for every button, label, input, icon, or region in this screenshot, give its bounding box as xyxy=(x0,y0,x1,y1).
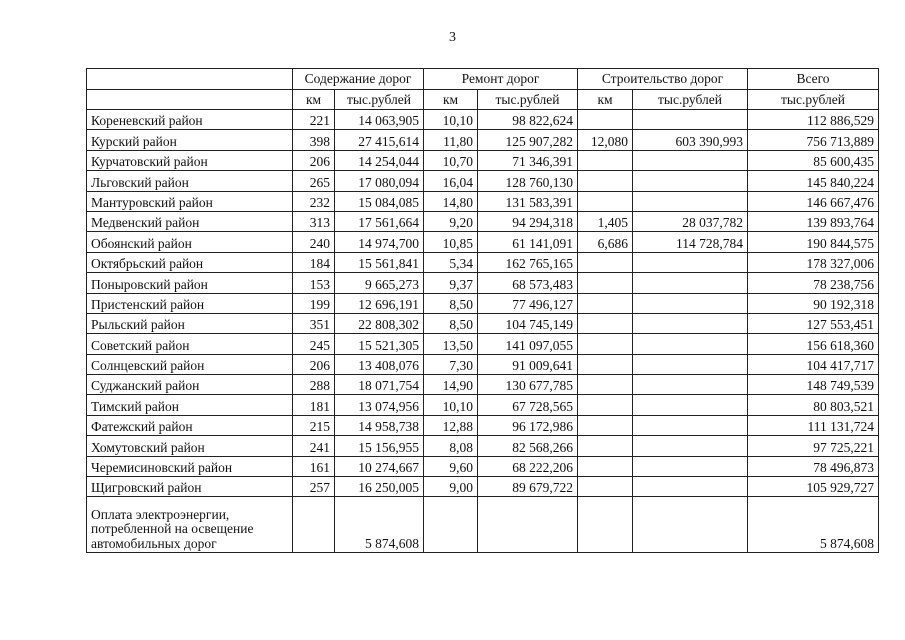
repair-rub-cell: 91 009,641 xyxy=(478,354,578,374)
constr-rub-cell xyxy=(633,313,748,333)
repair-km-cell: 11,80 xyxy=(424,130,478,150)
maint-rub-cell: 14 958,738 xyxy=(335,415,424,435)
constr-rub-cell xyxy=(633,334,748,354)
district-name-cell: Курский район xyxy=(87,130,293,150)
subheader-repair-km: км xyxy=(424,90,478,110)
repair-km-cell: 14,80 xyxy=(424,191,478,211)
maint-km-cell: 181 xyxy=(293,395,335,415)
total-cell: 78 496,873 xyxy=(748,456,879,476)
repair-km-cell: 16,04 xyxy=(424,171,478,191)
electricity-label-cell xyxy=(87,497,293,553)
constr-km-cell xyxy=(578,273,633,293)
total-cell: 127 553,451 xyxy=(748,313,879,333)
repair-rub-cell: 94 294,318 xyxy=(478,211,578,231)
maint-km-cell: 206 xyxy=(293,354,335,374)
repair-km-cell: 5,34 xyxy=(424,252,478,272)
table-row xyxy=(87,334,879,354)
maint-rub-cell: 18 071,754 xyxy=(335,375,424,395)
table-row xyxy=(87,252,879,272)
repair-rub-cell: 96 172,986 xyxy=(478,415,578,435)
repair-rub-cell: 68 573,483 xyxy=(478,273,578,293)
constr-km-cell xyxy=(578,456,633,476)
constr-rub-cell xyxy=(633,456,748,476)
maint-rub-cell: 17 080,094 xyxy=(335,171,424,191)
district-name-cell: Октябрьский район xyxy=(87,252,293,272)
repair-rub-cell: 71 346,391 xyxy=(478,150,578,170)
maint-rub-cell: 14 254,044 xyxy=(335,150,424,170)
repair-km-cell: 9,20 xyxy=(424,211,478,231)
total-cell: 148 749,539 xyxy=(748,375,879,395)
maint-km-cell: 265 xyxy=(293,171,335,191)
maint-km-cell: 398 xyxy=(293,130,335,150)
district-name-cell: Суджанский район xyxy=(87,375,293,395)
district-name-cell: Курчатовский район xyxy=(87,150,293,170)
total-cell: 178 327,006 xyxy=(748,252,879,272)
district-name-cell: Пристенский район xyxy=(87,293,293,313)
maint-km-cell: 257 xyxy=(293,477,335,497)
maint-rub-cell: 14 063,905 xyxy=(335,110,424,130)
repair-rub-cell: 141 097,055 xyxy=(478,334,578,354)
table-row xyxy=(87,171,879,191)
maint-km-cell: 351 xyxy=(293,313,335,333)
subheader-blank-cell xyxy=(87,90,293,110)
constr-rub-cell xyxy=(633,354,748,374)
repair-km-cell: 9,37 xyxy=(424,273,478,293)
constr-km-cell xyxy=(578,334,633,354)
constr-rub-cell xyxy=(633,375,748,395)
constr-rub-cell xyxy=(633,150,748,170)
constr-rub-cell xyxy=(633,477,748,497)
district-name-cell: Кореневский район xyxy=(87,110,293,130)
repair-rub-cell: 130 677,785 xyxy=(478,375,578,395)
district-name-cell: Мантуровский район xyxy=(87,191,293,211)
repair-rub-cell: 104 745,149 xyxy=(478,313,578,333)
electricity-row xyxy=(87,497,879,553)
repair-rub-cell: 125 907,282 xyxy=(478,130,578,150)
repair-km-cell: 9,00 xyxy=(424,477,478,497)
table-row xyxy=(87,273,879,293)
maint-rub-cell: 15 561,841 xyxy=(335,252,424,272)
district-name-cell: Обоянский район xyxy=(87,232,293,252)
header-row xyxy=(87,69,879,90)
repair-km-cell: 13,50 xyxy=(424,334,478,354)
constr-rub-cell: 28 037,782 xyxy=(633,211,748,231)
maint-rub-cell: 13 408,076 xyxy=(335,354,424,374)
maint-km-cell: 161 xyxy=(293,456,335,476)
constr-km-cell: 6,686 xyxy=(578,232,633,252)
total-cell: 90 192,318 xyxy=(748,293,879,313)
table-row xyxy=(87,293,879,313)
maint-rub-cell: 12 696,191 xyxy=(335,293,424,313)
maint-rub-cell: 9 665,273 xyxy=(335,273,424,293)
total-cell: 112 886,529 xyxy=(748,110,879,130)
electricity-label-line: автомобильных дорог xyxy=(91,535,217,551)
maint-km-cell: 215 xyxy=(293,415,335,435)
total-cell: 146 667,476 xyxy=(748,191,879,211)
constr-km-cell xyxy=(578,293,633,313)
constr-km-cell xyxy=(578,171,633,191)
table-row xyxy=(87,395,879,415)
constr-km-cell xyxy=(578,252,633,272)
repair-rub-cell: 89 679,722 xyxy=(478,477,578,497)
total-cell: 104 417,717 xyxy=(748,354,879,374)
maint-km-cell: 199 xyxy=(293,293,335,313)
electricity-maint-km-cell xyxy=(293,497,335,553)
constr-rub-cell xyxy=(633,252,748,272)
subheader-total-rub: тыс.рублей xyxy=(748,90,879,110)
electricity-repair-rub-cell xyxy=(478,497,578,553)
district-name-cell: Хомутовский район xyxy=(87,436,293,456)
electricity-constr-rub-cell xyxy=(633,497,748,553)
electricity-label-line: Оплата электроэнергии, xyxy=(91,506,230,522)
repair-rub-cell: 128 760,130 xyxy=(478,171,578,191)
constr-km-cell xyxy=(578,191,633,211)
constr-rub-cell xyxy=(633,436,748,456)
district-name-cell: Поныровский район xyxy=(87,273,293,293)
header-blank-cell xyxy=(87,69,293,90)
repair-km-cell: 10,85 xyxy=(424,232,478,252)
repair-rub-cell: 82 568,266 xyxy=(478,436,578,456)
subheader-maint-rub: тыс.рублей xyxy=(335,90,424,110)
maint-rub-cell: 27 415,614 xyxy=(335,130,424,150)
district-name-cell: Фатежский район xyxy=(87,415,293,435)
table-row xyxy=(87,150,879,170)
maint-km-cell: 232 xyxy=(293,191,335,211)
electricity-repair-km-cell xyxy=(424,497,478,553)
constr-rub-cell xyxy=(633,293,748,313)
constr-rub-cell xyxy=(633,395,748,415)
repair-km-cell: 12,88 xyxy=(424,415,478,435)
maint-rub-cell: 17 561,664 xyxy=(335,211,424,231)
maint-rub-cell: 14 974,700 xyxy=(335,232,424,252)
constr-km-cell xyxy=(578,110,633,130)
maint-rub-cell: 16 250,005 xyxy=(335,477,424,497)
header-maintenance: Содержание дорог xyxy=(293,69,424,90)
subheader-row xyxy=(87,90,879,110)
table-row xyxy=(87,436,879,456)
total-cell: 78 238,756 xyxy=(748,273,879,293)
electricity-constr-km-cell xyxy=(578,497,633,553)
table-row xyxy=(87,354,879,374)
maint-rub-cell: 15 521,305 xyxy=(335,334,424,354)
total-cell: 190 844,575 xyxy=(748,232,879,252)
constr-km-cell xyxy=(578,395,633,415)
maint-km-cell: 241 xyxy=(293,436,335,456)
header-construction: Строительство дорог xyxy=(578,69,748,90)
table-row xyxy=(87,313,879,333)
maint-rub-cell: 13 074,956 xyxy=(335,395,424,415)
electricity-label-line: потребленной на освещение xyxy=(91,521,254,537)
table-row xyxy=(87,110,879,130)
district-name-cell: Черемисиновский район xyxy=(87,456,293,476)
electricity-total-cell: 5 874,608 xyxy=(748,497,879,553)
total-cell: 85 600,435 xyxy=(748,150,879,170)
header-total: Всего xyxy=(748,69,879,90)
district-name-cell: Солнцевский район xyxy=(87,354,293,374)
constr-km-cell xyxy=(578,354,633,374)
maint-rub-cell: 10 274,667 xyxy=(335,456,424,476)
constr-rub-cell: 114 728,784 xyxy=(633,232,748,252)
maint-rub-cell: 22 808,302 xyxy=(335,313,424,333)
constr-km-cell xyxy=(578,150,633,170)
header-repair: Ремонт дорог xyxy=(424,69,578,90)
total-cell: 156 618,360 xyxy=(748,334,879,354)
repair-rub-cell: 77 496,127 xyxy=(478,293,578,313)
subheader-constr-rub: тыс.рублей xyxy=(633,90,748,110)
repair-km-cell: 9,60 xyxy=(424,456,478,476)
table-row xyxy=(87,191,879,211)
table-row xyxy=(87,375,879,395)
repair-km-cell: 10,10 xyxy=(424,395,478,415)
constr-km-cell xyxy=(578,415,633,435)
total-cell: 80 803,521 xyxy=(748,395,879,415)
roads-budget-table xyxy=(86,68,879,553)
repair-rub-cell: 68 222,206 xyxy=(478,456,578,476)
district-name-cell: Льговский район xyxy=(87,171,293,191)
district-name-cell: Советский район xyxy=(87,334,293,354)
maint-km-cell: 313 xyxy=(293,211,335,231)
repair-km-cell: 14,90 xyxy=(424,375,478,395)
total-cell: 756 713,889 xyxy=(748,130,879,150)
constr-km-cell: 1,405 xyxy=(578,211,633,231)
maint-km-cell: 153 xyxy=(293,273,335,293)
table-row xyxy=(87,232,879,252)
repair-rub-cell: 61 141,091 xyxy=(478,232,578,252)
maint-km-cell: 184 xyxy=(293,252,335,272)
constr-rub-cell xyxy=(633,110,748,130)
page-number: 3 xyxy=(449,30,456,45)
constr-km-cell xyxy=(578,375,633,395)
constr-rub-cell xyxy=(633,273,748,293)
repair-rub-cell: 67 728,565 xyxy=(478,395,578,415)
maint-km-cell: 206 xyxy=(293,150,335,170)
constr-rub-cell xyxy=(633,415,748,435)
constr-km-cell xyxy=(578,436,633,456)
subheader-constr-km: км xyxy=(578,90,633,110)
maint-rub-cell: 15 084,085 xyxy=(335,191,424,211)
constr-km-cell xyxy=(578,477,633,497)
maint-km-cell: 288 xyxy=(293,375,335,395)
constr-km-cell: 12,080 xyxy=(578,130,633,150)
constr-rub-cell xyxy=(633,191,748,211)
maint-rub-cell: 15 156,955 xyxy=(335,436,424,456)
district-name-cell: Щигровский район xyxy=(87,477,293,497)
repair-rub-cell: 131 583,391 xyxy=(478,191,578,211)
constr-km-cell xyxy=(578,313,633,333)
maint-km-cell: 221 xyxy=(293,110,335,130)
total-cell: 139 893,764 xyxy=(748,211,879,231)
subheader-repair-rub: тыс.рублей xyxy=(478,90,578,110)
constr-rub-cell xyxy=(633,171,748,191)
constr-rub-cell: 603 390,993 xyxy=(633,130,748,150)
repair-km-cell: 8,50 xyxy=(424,293,478,313)
table-row xyxy=(87,130,879,150)
table-row xyxy=(87,456,879,476)
table-row xyxy=(87,415,879,435)
total-cell: 97 725,221 xyxy=(748,436,879,456)
repair-rub-cell: 98 822,624 xyxy=(478,110,578,130)
table-row xyxy=(87,211,879,231)
district-name-cell: Рыльский район xyxy=(87,313,293,333)
maint-km-cell: 245 xyxy=(293,334,335,354)
total-cell: 111 131,724 xyxy=(748,415,879,435)
repair-km-cell: 10,10 xyxy=(424,110,478,130)
district-name-cell: Тимский район xyxy=(87,395,293,415)
repair-km-cell: 8,08 xyxy=(424,436,478,456)
repair-km-cell: 7,30 xyxy=(424,354,478,374)
total-cell: 105 929,727 xyxy=(748,477,879,497)
total-cell: 145 840,224 xyxy=(748,171,879,191)
repair-km-cell: 8,50 xyxy=(424,313,478,333)
repair-km-cell: 10,70 xyxy=(424,150,478,170)
subheader-maint-km: км xyxy=(293,90,335,110)
electricity-maint-rub-cell: 5 874,608 xyxy=(335,497,424,553)
maint-km-cell: 240 xyxy=(293,232,335,252)
table-row xyxy=(87,477,879,497)
repair-rub-cell: 162 765,165 xyxy=(478,252,578,272)
district-name-cell: Медвенский район xyxy=(87,211,293,231)
